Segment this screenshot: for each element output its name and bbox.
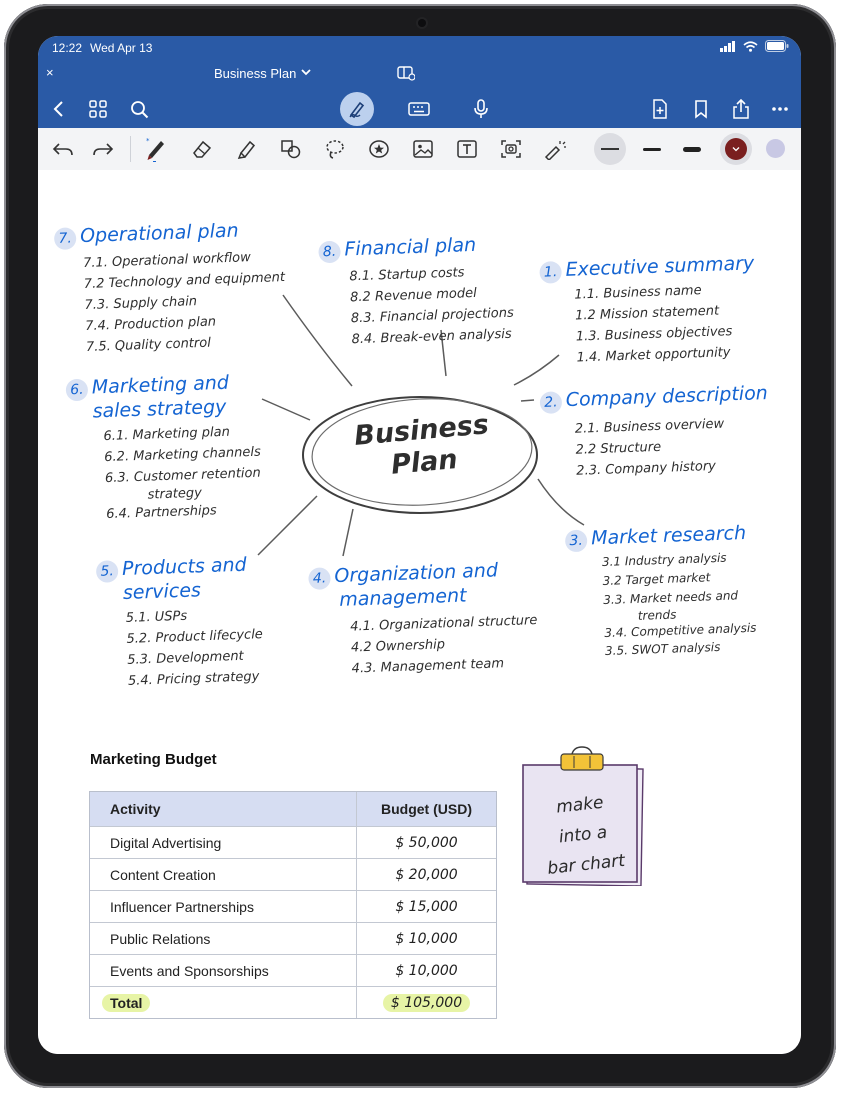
pen-writing-icon (347, 99, 367, 119)
table-row[interactable] (90, 859, 496, 891)
total-label-cell (90, 987, 357, 1018)
section-title: Financial plan (344, 233, 477, 261)
eraser-icon (191, 139, 213, 159)
section-market-research (565, 522, 758, 661)
list-item: 3.3. Market needs and (603, 588, 739, 608)
section-number: 7. (54, 227, 77, 250)
activity-cell: Events and Sponsorships (90, 955, 357, 986)
battery-icon (765, 40, 789, 52)
redo-button[interactable] (90, 137, 116, 161)
section-executive-summary (539, 252, 758, 369)
status-bar (38, 36, 801, 60)
table-row[interactable] (90, 923, 496, 955)
stroke-thick-option[interactable] (676, 133, 708, 165)
amount-cell: $ 50,000 (395, 834, 458, 851)
list-item: trends (637, 607, 677, 623)
color-dark-red-option[interactable] (720, 133, 752, 165)
list-item: 6.2. Marketing channels (104, 444, 261, 466)
amount-cell: $ 15,000 (395, 898, 458, 915)
list-item: 7.5. Quality control (85, 335, 212, 355)
list-item: 7.4. Production plan (85, 314, 217, 334)
list-item: 7.3. Supply chain (84, 294, 198, 314)
list-item: 5.3. Development (127, 648, 244, 668)
list-item: 7.1. Operational workflow (82, 250, 252, 272)
text-tool[interactable] (454, 137, 480, 161)
list-item: 3.5. SWOT analysis (604, 639, 721, 658)
front-camera (418, 19, 426, 27)
toolbar-divider (130, 136, 131, 162)
list-item: 2.3. Company history (576, 458, 717, 479)
section-number: 2. (540, 391, 563, 414)
activity-cell: Influencer Partnerships (90, 891, 357, 922)
budget-title: Marketing Budget (90, 751, 217, 768)
wifi-icon (743, 41, 758, 52)
table-row[interactable] (90, 827, 496, 859)
sticker-icon (368, 139, 390, 159)
grid-icon (89, 100, 107, 118)
window-layout-icon[interactable] (397, 65, 415, 81)
list-item: 6.3. Customer retention (104, 465, 261, 487)
activity-cell: Public Relations (90, 923, 357, 954)
sticker-tool[interactable] (366, 137, 392, 161)
header-activity: Activity (90, 792, 357, 826)
center-title-line1: Business (353, 409, 491, 452)
navigation-bar (38, 90, 801, 128)
sticky-note-text (534, 786, 633, 885)
app-screen (38, 36, 801, 1054)
total-label: Total (102, 994, 150, 1012)
amount-cell: $ 10,000 (395, 930, 458, 947)
section-number: 3. (565, 530, 588, 553)
section-company-description (539, 382, 770, 483)
stroke-thin-option[interactable] (594, 133, 626, 165)
status-time: 12:22 (52, 41, 83, 55)
amount-cell: $ 10,000 (395, 962, 458, 979)
eraser-tool[interactable] (189, 137, 215, 161)
section-number: 5. (96, 560, 119, 583)
section-title: Organization and (334, 559, 499, 588)
shape-tool[interactable] (278, 137, 304, 161)
section-financial-plan (318, 233, 515, 352)
bookmark-button[interactable] (689, 98, 713, 120)
list-item: 6.1. Marketing plan (103, 424, 231, 445)
section-title: Operational plan (79, 219, 239, 248)
bookmark-icon (694, 100, 708, 119)
dark-red-swatch (725, 138, 747, 160)
list-item: 4.2 Ownership (350, 637, 446, 656)
keyboard-button[interactable] (407, 98, 431, 120)
close-icon[interactable]: × (46, 65, 54, 80)
scan-tool[interactable] (498, 137, 524, 161)
list-item: 8.4. Break-even analysis (351, 326, 512, 348)
microphone-icon (473, 99, 489, 119)
section-items (350, 610, 539, 679)
lasso-icon (324, 138, 346, 160)
paper-clip-icon (561, 747, 603, 770)
highlighter-icon (236, 138, 258, 160)
section-number: 4. (308, 567, 331, 590)
table-header-row (90, 792, 496, 827)
thumbnails-button[interactable] (86, 98, 110, 120)
note-canvas[interactable] (38, 170, 801, 1054)
thin-stroke-swatch (601, 148, 619, 150)
section-title-line2: services (122, 579, 202, 604)
image-icon (412, 139, 434, 159)
more-button[interactable] (768, 98, 792, 120)
section-products-and-services (96, 553, 265, 693)
back-button[interactable] (47, 98, 71, 120)
section-number: 1. (539, 261, 562, 284)
cellular-signal-icon (720, 41, 736, 52)
section-items (103, 421, 263, 525)
search-button[interactable] (127, 98, 151, 120)
total-amount-cell (357, 987, 496, 1018)
sticky-line: into a (557, 822, 609, 848)
section-items (574, 412, 770, 482)
section-number: 8. (318, 241, 341, 264)
list-item: 3.2 Target market (602, 570, 711, 589)
more-icon (771, 106, 789, 112)
list-item: 5.4. Pricing strategy (127, 669, 260, 689)
share-icon (732, 99, 750, 119)
drawing-toolbar (38, 128, 801, 171)
budget-table[interactable] (89, 791, 497, 1019)
section-items (574, 278, 758, 368)
list-item: 8.3. Financial projections (350, 305, 514, 327)
section-items (602, 548, 758, 660)
pen-icon (145, 136, 169, 162)
section-items (349, 261, 515, 351)
add-page-button[interactable] (648, 98, 672, 120)
laser-pointer-tool[interactable] (542, 137, 568, 161)
document-title-bar (38, 60, 801, 90)
system-icons (720, 40, 789, 52)
section-number: 6. (66, 379, 89, 402)
write-mode-button[interactable] (340, 92, 374, 126)
activity-cell: Content Creation (90, 859, 357, 890)
list-item: 5.2. Product lifecycle (126, 627, 264, 647)
list-item: 7.2 Technology and equipment (83, 270, 286, 293)
list-item: 3.1 Industry analysis (601, 550, 727, 570)
table-row[interactable] (90, 955, 496, 987)
chevron-down-icon[interactable] (300, 67, 312, 77)
svg-text:*: * (146, 137, 150, 145)
undo-icon (52, 141, 74, 157)
section-items (83, 246, 288, 358)
image-tool[interactable] (410, 137, 436, 161)
chevron-left-icon (53, 100, 65, 118)
activity-cell: Digital Advertising (90, 827, 357, 858)
shapes-icon (280, 139, 302, 159)
header-budget: Budget (USD) (381, 801, 472, 817)
list-item: 2.1. Business overview (574, 416, 725, 437)
redo-icon (92, 141, 114, 157)
section-title: Executive summary (565, 252, 755, 281)
section-title: Marketing and (91, 371, 230, 399)
section-items (125, 603, 264, 692)
list-item: 4.1. Organizational structure (349, 613, 538, 635)
stroke-medium-option[interactable] (636, 133, 668, 165)
sticky-line: bar chart (546, 850, 626, 879)
status-date: Wed Apr 13 (90, 41, 153, 55)
list-item: 1.3. Business objectives (575, 324, 733, 345)
table-total-row[interactable] (90, 987, 496, 1018)
section-marketing-and-sales-strategy (65, 371, 263, 527)
amount-cell: $ 20,000 (395, 866, 458, 883)
list-item: 1.4. Market opportunity (576, 345, 731, 366)
thick-stroke-swatch (683, 147, 701, 152)
laser-pointer-icon (543, 138, 567, 160)
section-organization-and-management (308, 558, 539, 681)
list-item: 8.2 Revenue model (349, 285, 477, 306)
list-item: 2.2 Structure (575, 439, 662, 458)
chevron-down-icon (732, 146, 740, 152)
share-button[interactable] (729, 98, 753, 120)
list-item: 1.1. Business name (574, 283, 702, 303)
list-item: 1.2 Mission statement (574, 303, 720, 324)
camera-scan-icon (500, 138, 522, 160)
list-item: 8.1. Startup costs (349, 265, 465, 285)
pen-tool[interactable] (144, 137, 170, 161)
keyboard-icon (408, 101, 430, 117)
table-row[interactable] (90, 891, 496, 923)
color-lavender-option[interactable] (766, 139, 785, 158)
list-item: 3.4. Competitive analysis (604, 620, 757, 640)
undo-button[interactable] (50, 137, 76, 161)
medium-stroke-swatch (643, 148, 661, 151)
list-item: 6.4. Partnerships (106, 503, 217, 523)
list-item: strategy (147, 485, 203, 503)
add-page-icon (652, 99, 668, 119)
center-title (345, 409, 500, 486)
section-operational-plan (54, 218, 288, 359)
search-icon (130, 100, 149, 119)
total-amount: $ 105,000 (383, 994, 470, 1012)
list-item: 4.3. Management team (351, 656, 505, 677)
section-title-line2: sales strategy (92, 395, 227, 423)
highlighter-tool[interactable] (234, 137, 260, 161)
section-title: Company description (565, 382, 769, 412)
center-title-line2: Plan (389, 444, 459, 481)
section-title: Market research (590, 522, 747, 550)
document-title[interactable]: Business Plan (214, 66, 297, 81)
dictation-button[interactable] (469, 98, 493, 120)
text-box-icon (456, 139, 478, 159)
section-title: Products and (121, 553, 247, 580)
sticky-line: make (555, 792, 605, 818)
section-title-line2: management (338, 584, 467, 611)
sticky-note[interactable] (524, 760, 642, 888)
lasso-tool[interactable] (322, 137, 348, 161)
list-item: 5.1. USPs (125, 608, 188, 626)
